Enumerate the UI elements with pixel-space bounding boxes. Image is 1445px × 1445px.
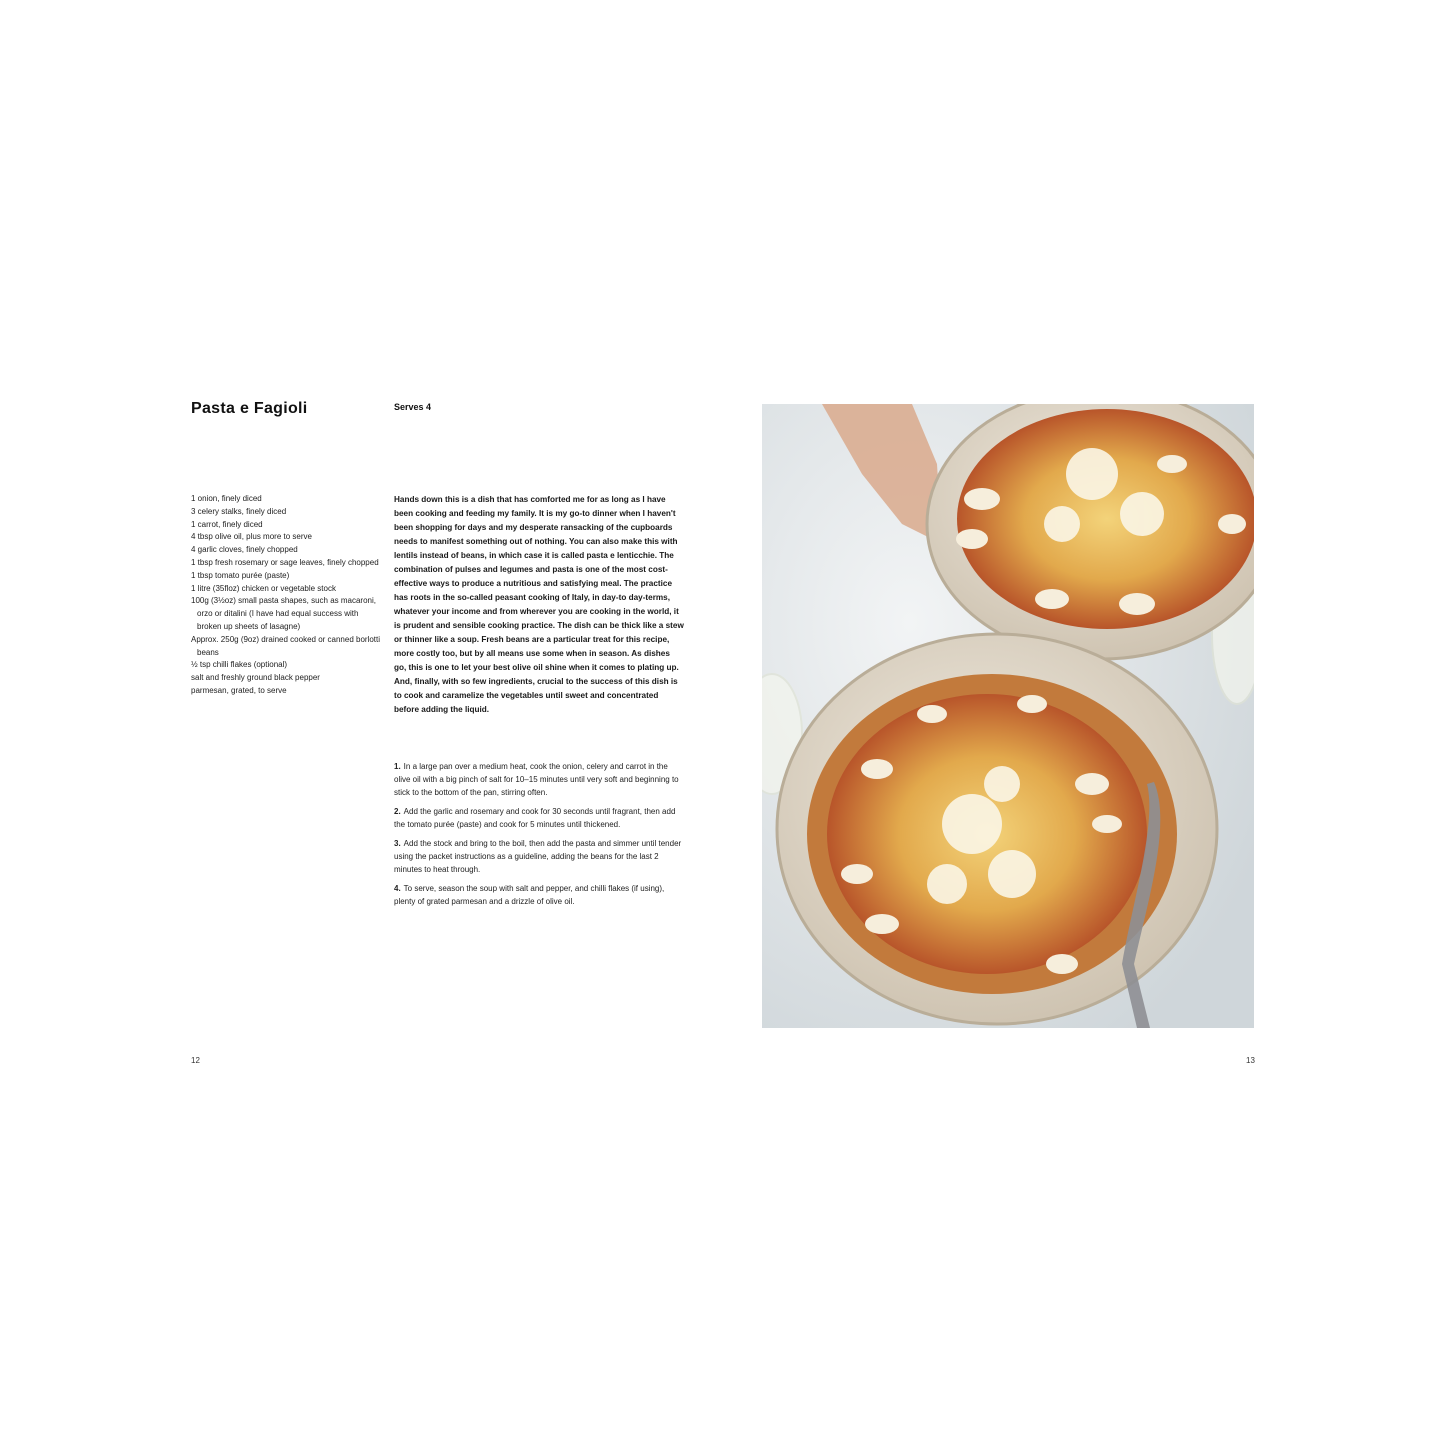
ingredient-item: 1 litre (35floz) chicken or vegetable stock bbox=[191, 583, 336, 593]
serves-label: Serves 4 bbox=[394, 402, 432, 412]
method-step bbox=[394, 760, 686, 799]
pasta-bowls-illustration bbox=[762, 404, 1254, 1028]
method-steps bbox=[394, 760, 686, 914]
step-number: 4. bbox=[394, 884, 401, 893]
ingredient-item: salt and freshly ground black pepper bbox=[191, 673, 320, 683]
method-step bbox=[394, 882, 686, 908]
method-step bbox=[394, 837, 686, 876]
step-number: 2. bbox=[394, 807, 401, 816]
ingredient-item: Approx. 250g (9oz) drained cooked or canned borlotti beans bbox=[191, 634, 381, 657]
ingredient-item: 1 carrot, finely diced bbox=[191, 519, 263, 529]
step-text: To serve, season the soup with salt and pepper, and chilli flakes (if using), plenty of grated parmesan and a drizzle of olive oil. bbox=[394, 884, 665, 906]
ingredient-item: 3 celery stalks, finely diced bbox=[191, 506, 287, 516]
food-photo bbox=[762, 404, 1254, 1028]
ingredients-list bbox=[191, 493, 381, 698]
ingredient-item: 4 tbsp olive oil, plus more to serve bbox=[191, 532, 312, 542]
recipe-intro: Hands down this is a dish that has comforted me for as long as I have been cooking and feeding my family. It is my go-to dinner when I haven't been shopping for days and my desperate ransacking of the cupboards needs to manifest something out of nothing. You can also make this with lentils instead of beans, in which case it is called pasta e lenticchie. The combination of pulses and legumes and pasta is one of the most cost-effective ways to produce a nutritious and satisfying meal. The practice has roots in the so-called peasant cooking of Italy, in day-to day-terms, whatever your income and from wherever you are cooking in the world, it is prudent and sensible cooking practice. The dish can be thick like a stew or thinner like a soup. Fresh beans are a particular treat for this recipe, more costly too, but by all means use some when in season. As dishes go, this is one to let your best olive oil shine when it comes to plating up. And, finally, with so few ingredients, crucial to the success of this dish is to cook and caramelize the vegetables until sweet and concentrated before adding the liquid. bbox=[394, 495, 684, 714]
ingredient-item: 4 garlic cloves, finely chopped bbox=[191, 545, 298, 555]
ingredient-item: 1 tbsp fresh rosemary or sage leaves, finely chopped bbox=[191, 557, 379, 567]
step-text: Add the stock and bring to the boil, then add the pasta and simmer until tender using the packet instructions as a guideline, adding the beans for the last 2 minutes to heat through. bbox=[394, 839, 682, 874]
page-number-left: 12 bbox=[191, 1056, 200, 1065]
ingredient-item: parmesan, grated, to serve bbox=[191, 685, 287, 695]
step-number: 3. bbox=[394, 839, 401, 848]
recipe-title: Pasta e Fagioli bbox=[191, 400, 308, 417]
step-number: 1. bbox=[394, 762, 401, 771]
step-text: In a large pan over a medium heat, cook the onion, celery and carrot in the olive oil with a big pinch of salt for 10–15 minutes until very soft and beginning to stick to the bottom of the pan, stirring often. bbox=[394, 762, 679, 797]
method-step bbox=[394, 805, 686, 831]
ingredient-item: 1 tbsp tomato purée (paste) bbox=[191, 570, 290, 580]
step-text: Add the garlic and rosemary and cook for 30 seconds until fragrant, then add the tomato purée (paste) and cook for 5 minutes until thickened. bbox=[394, 807, 676, 829]
ingredient-item: 100g (3½oz) small pasta shapes, such as macaroni, orzo or ditalini (I have had equal success with broken up sheets of lasagne) bbox=[191, 596, 376, 631]
ingredient-item: 1 onion, finely diced bbox=[191, 494, 262, 503]
page-number-right: 13 bbox=[1246, 1056, 1255, 1065]
ingredient-item: ½ tsp chilli flakes (optional) bbox=[191, 660, 288, 670]
